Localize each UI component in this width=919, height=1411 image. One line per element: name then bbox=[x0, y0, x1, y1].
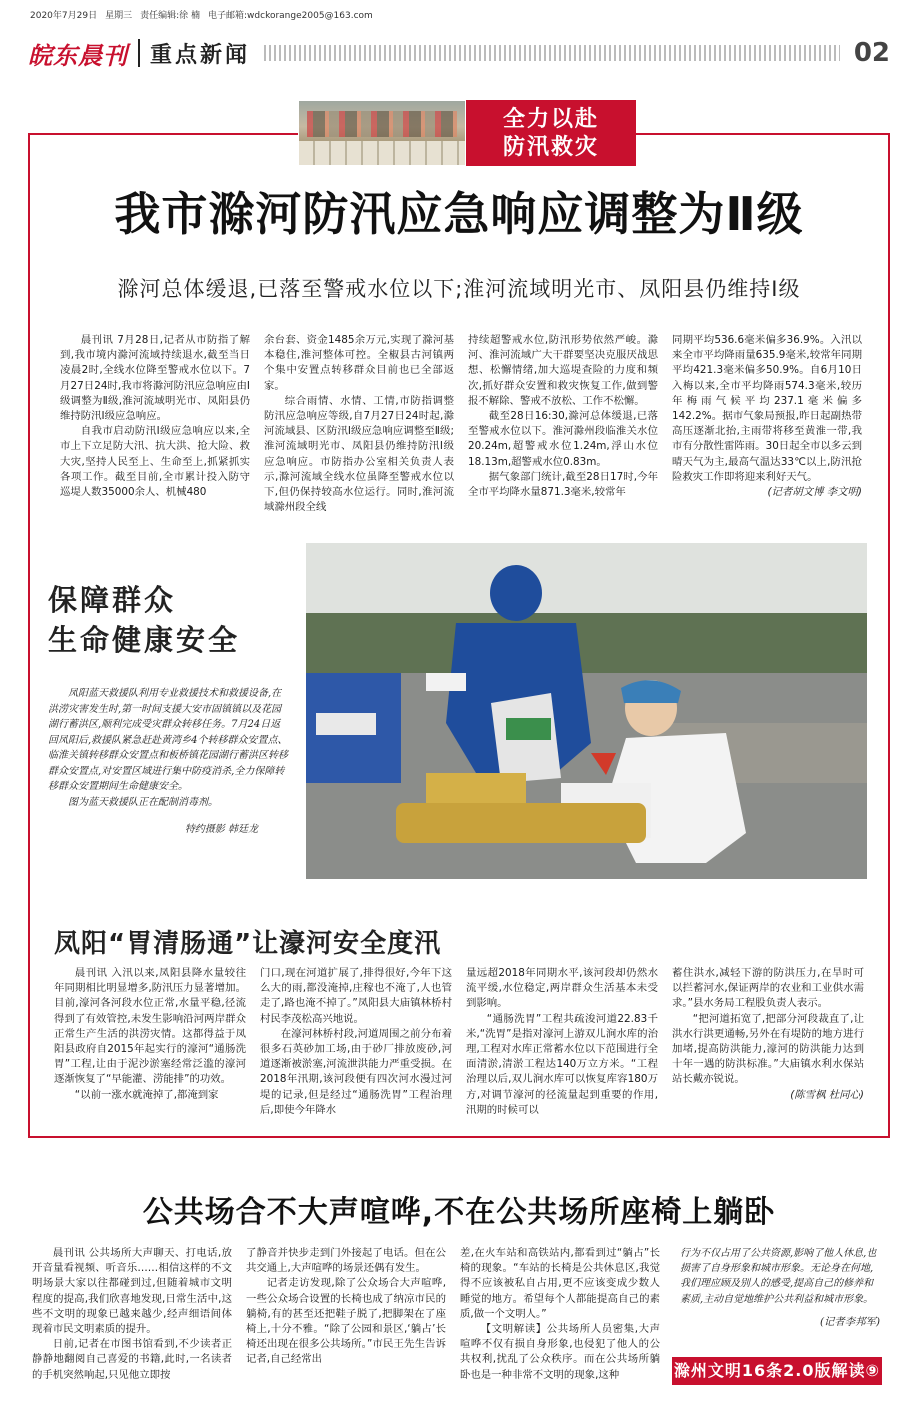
photo-caption bbox=[48, 686, 288, 810]
banner-photo-sandbags bbox=[299, 141, 465, 165]
third-story-byline: (记者李邦军) bbox=[819, 1315, 880, 1328]
masthead-divider bbox=[138, 39, 140, 67]
campaign-banner-line2: 防汛救灾 bbox=[502, 134, 599, 160]
third-story-body bbox=[32, 1246, 672, 1398]
paragraph: 持续超警戒水位,防汛形势依然严峻。滁河、淮河流域广大干群要坚决克服厌战思想、松懈情绪,加大巡堤查险的力度和频次,抓好群众安置和救灾恢复工作,做到警报不解除、警戒不放松、工作不松懈。 bbox=[468, 334, 658, 407]
main-story-column-4 bbox=[672, 333, 862, 523]
paragraph: 余台套、资金1485余万元,实现了滁河基本稳住,淮河整体可控。全椒县古河镇两个集中安置点转移群众目前也已全部返家。 bbox=[264, 334, 454, 392]
main-story-column-1 bbox=[60, 333, 250, 523]
paragraph: 量远超2018年同期水平,该河段却仍然水流平缓,水位稳定,两岸群众生活基本未受到影响。 bbox=[466, 967, 658, 1010]
paragraph: 门口,现在河道扩展了,排得很好,今年下这么大的雨,都没淹掉,庄稼也不淹了,人也管走了,路也淹不掉了。”凤阳县大庙镇林桥村村民李茂松高兴地说。 bbox=[260, 967, 452, 1025]
campaign-banner-line1: 全力以赴 bbox=[502, 106, 599, 132]
weekday: 星期三 bbox=[105, 11, 133, 21]
second-headline: 凤阳“胃清肠通”让濠河安全度汛 bbox=[54, 929, 442, 959]
editor-email: 电子邮箱:wdckorange2005@163.com bbox=[208, 11, 373, 21]
banner-photo bbox=[298, 100, 466, 166]
photo-caption-text-2: 图为蓝天救援队正在配制消毒剂。 bbox=[68, 796, 218, 808]
decorative-stripes bbox=[264, 45, 840, 61]
photo-rescuer-head bbox=[490, 565, 542, 621]
editor: 责任编辑:徐 楠 bbox=[140, 11, 201, 21]
second-story-column-1 bbox=[54, 966, 246, 1134]
page-number: 02 bbox=[853, 38, 890, 68]
paragraph: 晨刊讯 7月28日,记者从市防指了解到,我市境内滁河流域持续退水,截至当日凌晨2时,全线水位降至警戒水位以下。7月27日24时,我市将滁河防汛应急响应由Ⅰ级调整为Ⅱ级,淮河流域明光市、凤阳县仍维持防汛Ⅰ级应急响应。 bbox=[60, 334, 250, 423]
photo-trees bbox=[306, 613, 867, 673]
paragraph: 差,在火车站和高铁站内,都看到过“躺占”长椅的现象。“车站的长椅是公共休息区,我觉得不应该被私自占用,更不应该变成少数人睡觉的地方。希望每个人都能提高自己的素质,做一个文明人。” bbox=[460, 1247, 660, 1320]
paragraph: “把河道拓宽了,把部分河段裁直了,让洪水行洪更通畅,另外在有堤防的地方进行加堵,提高防洪能力,濠河的防洪能力达到十年一遇的防洪标准。”大庙镇水利水保站站长戴亦锐说。 bbox=[672, 1012, 864, 1086]
paragraph: 日前,记者在市图书馆看到,不少读者正静静地翻阅自己喜爱的书籍,此时,一名读者的手机突然响起,只见他立即按 bbox=[32, 1338, 232, 1381]
main-story-column-2 bbox=[264, 333, 454, 523]
paragraph: 自我市启动防汛Ⅰ级应急响应以来,全市上下立足防大汛、抗大洪、抢大险、救大灾,坚持人民至上、生命至上,抓紧抓实各项工作。截至目前,全市累计投入防守巡堤人数35000余人、机械480 bbox=[60, 425, 250, 499]
main-headline: 我市滁河防汛应急响应调整为Ⅱ级 bbox=[114, 187, 804, 241]
main-story-column-3 bbox=[468, 333, 658, 523]
main-subheadline: 滁河总体缓退,已落至警戒水位以下;淮河流域明光市、凤阳县仍维持Ⅰ级 bbox=[117, 277, 801, 301]
disinfection-photo-illustration bbox=[306, 543, 867, 879]
paragraph: 晨刊讯 公共场所大声聊天、打电话,放开音量看视频、听音乐……相信这样的不文明场景大家以往都碰到过,但随着城市文明程度的提高,我们欣喜地发现,日常生活中,这些不文明的现象已越来越少,经声细语间体现着市民文明素质的提升。 bbox=[32, 1247, 232, 1336]
paragraph: 【文明解读】公共场所人员密集,大声喧哗不仅有损自身形象,也侵犯了他人的公共权利,扰乱了公众秩序。而在公共场所躺卧也是一种非常不文明的现象,这种 bbox=[460, 1323, 660, 1381]
paragraph: 蓄住洪水,减轻下游的防洪压力,在旱时可以拦蓄河水,保证两岸的农业和工业供水需求。”县水务局工程股负责人表示。 bbox=[672, 967, 864, 1010]
photo-fogging-machine-tank bbox=[426, 773, 526, 803]
photo-story-title-line1: 保障群众 bbox=[48, 583, 177, 617]
photo-rescuer-glove bbox=[426, 673, 466, 691]
paragraph: 晨刊讯 入汛以来,凤阳县降水量较往年同期相比明显增多,防汛压力显著增加。目前,濠河各河段水位正常,水量平稳,径流得到了有效管控,未发生影响沿河两岸群众正常生产生活的洪涝灾情。这都得益于凤阳县政府自2015年起实行的濠河“通肠洗胃”工程,让由于泥沙淤塞经常泛滥的濠河逐渐恢复了“早能灌、涝能排”的功效。 bbox=[54, 967, 246, 1086]
second-story-column-2 bbox=[260, 966, 452, 1134]
third-headline: 公共场合不大声喧哗,不在公共场所座椅上躺卧 bbox=[142, 1195, 776, 1230]
second-story-column-3 bbox=[466, 966, 658, 1134]
photo-credit: 特约摄影 韩廷龙 bbox=[184, 824, 258, 835]
third-story-column-3 bbox=[460, 1246, 660, 1398]
photo-story-title bbox=[48, 580, 240, 660]
series-banner: 滁州文明16条2.0版解读⑨ bbox=[672, 1357, 882, 1385]
paragraph: 在濠河林桥村段,河道周围之前分布着很多石英砂加工场,由于砂厂排放废砂,河道逐渐被淤塞,河流泄洪能力严重受损。在2018年汛期,该河段便有四次河水漫过河堤的记录,但是经过“通肠洗胃”工程治理后,即使今年降水 bbox=[260, 1027, 452, 1116]
newspaper-logo: 皖东晨刊 bbox=[28, 40, 128, 70]
photo-truck-plate bbox=[316, 713, 376, 735]
paragraph: 综合雨情、水情、工情,市防指调整防汛应急响应等级,自7月27日24时起,滁河流域县、区防汛Ⅰ级应急响应调整至Ⅱ级;淮河流域明光市、凤阳县仍维持防汛Ⅰ级应急响应。市防指办公室相关负责人表示,滁河流域全线水位虽降至警戒水位以下,但仍保持较高水位运行。同时,淮河流域滁州段全线 bbox=[264, 394, 454, 514]
third-story-column-4 bbox=[680, 1246, 880, 1330]
main-story-byline: (记者胡文博 李文明) bbox=[767, 486, 862, 499]
photo-caption-text: 凤阳蓝天救援队利用专业救援技术和救援设备,在洪涝灾害发生时,第一时间支援大安市固镇镇以及花园湖行蓄洪区,顺利完成受灾群众转移任务。7月24日返回凤阳后,救援队紧急赶赴黄湾乡4个转移群众安置点、临淮关镇转移群众安置点和板桥镇花园湖行蓄洪区转移群众安置点,对安置区域进行集中防疫消杀,全力保障转移群众安置期间生命健康安全。 bbox=[48, 688, 288, 792]
second-story-column-4 bbox=[672, 966, 864, 1134]
paragraph: “以前一涨水就淹掉了,都淹到家 bbox=[74, 1088, 219, 1101]
paragraph: 了静音并快步走到门外接起了电话。但在公共交通上,大声喧哗的场景还偶有发生。 bbox=[246, 1247, 446, 1275]
campaign-banner bbox=[466, 100, 636, 166]
paragraph: 记者走访发现,除了公众场合大声喧哗,一些公众场合设置的长椅也成了纳凉市民的躺椅,有的甚至还把鞋子脱了,把脚架在了座椅上,十分不雅。“除了公园和景区,‘躺占’长椅还出现在很多公共场所。”市民王先生告诉记者,自己经常出 bbox=[246, 1277, 446, 1366]
paragraph: 截至28日16:30,滁河总体缓退,已落至警戒水位以下。淮河滁州段临淮关水位20.24m,超警戒水位1.24m,浮山水位18.13m,超警戒水位0.83m。 bbox=[468, 410, 658, 468]
banner-photo-workers bbox=[307, 111, 457, 137]
third-story-column-1 bbox=[32, 1246, 232, 1398]
paragraph: “通肠洗胃”工程共疏浚河道22.83千米,“洗胃”是指对濠河上游双儿涧水库的治理,工程对水库正常蓄水位以下范围进行全面清淤,清淤工程达140万立方米。“工程治理以后,双儿涧水库可以恢复库容180万方,对调节濠河的径流量起到重要的作用,汛期的时候可以 bbox=[466, 1012, 658, 1116]
photo-story-title-line2: 生命健康安全 bbox=[48, 623, 241, 657]
issue-date: 2020年7月29日 bbox=[30, 11, 98, 21]
second-story-byline: (陈雪枫 杜同心) bbox=[790, 1088, 864, 1101]
section-title: 重点新闻 bbox=[150, 42, 251, 68]
second-story-body bbox=[54, 966, 866, 1134]
page-info-line bbox=[30, 8, 890, 21]
third-story-column-2 bbox=[246, 1246, 446, 1398]
main-story-body bbox=[60, 333, 867, 523]
disinfection-photo bbox=[306, 543, 867, 879]
photo-bucket-label bbox=[506, 718, 551, 740]
paragraph: 据气象部门统计,截至28日17时,今年全市平均降水量871.3毫米,较常年 bbox=[468, 470, 658, 499]
paragraph: 同期平均536.6毫米偏多36.9%。入汛以来全市平均降雨量635.9毫米,较常年同期平均421.3毫米偏多50.9%。自6月10日入梅以来,全市平均降雨574.3毫米,较历年梅雨气候平均237.1毫米偏多142.2%。据市气象局预报,昨日起副热带高压逐渐北抬,主雨带将移至黄淮一带,我市有分散性雷阵雨。30日起全市以多云到晴天气为主,最高气温达33℃以上,防汛抢险救灾工作即将迎来利好天气。 bbox=[672, 334, 862, 483]
paragraph: 行为不仅占用了公共资源,影响了他人休息,也损害了自身形象和城市形象。无论身在何地,我们理应顾及别人的感受,提高自己的修养和素质,主动自觉地维护公共利益和城市形象。 bbox=[680, 1248, 877, 1305]
masthead bbox=[28, 26, 890, 80]
photo-fogging-machine bbox=[396, 803, 646, 843]
